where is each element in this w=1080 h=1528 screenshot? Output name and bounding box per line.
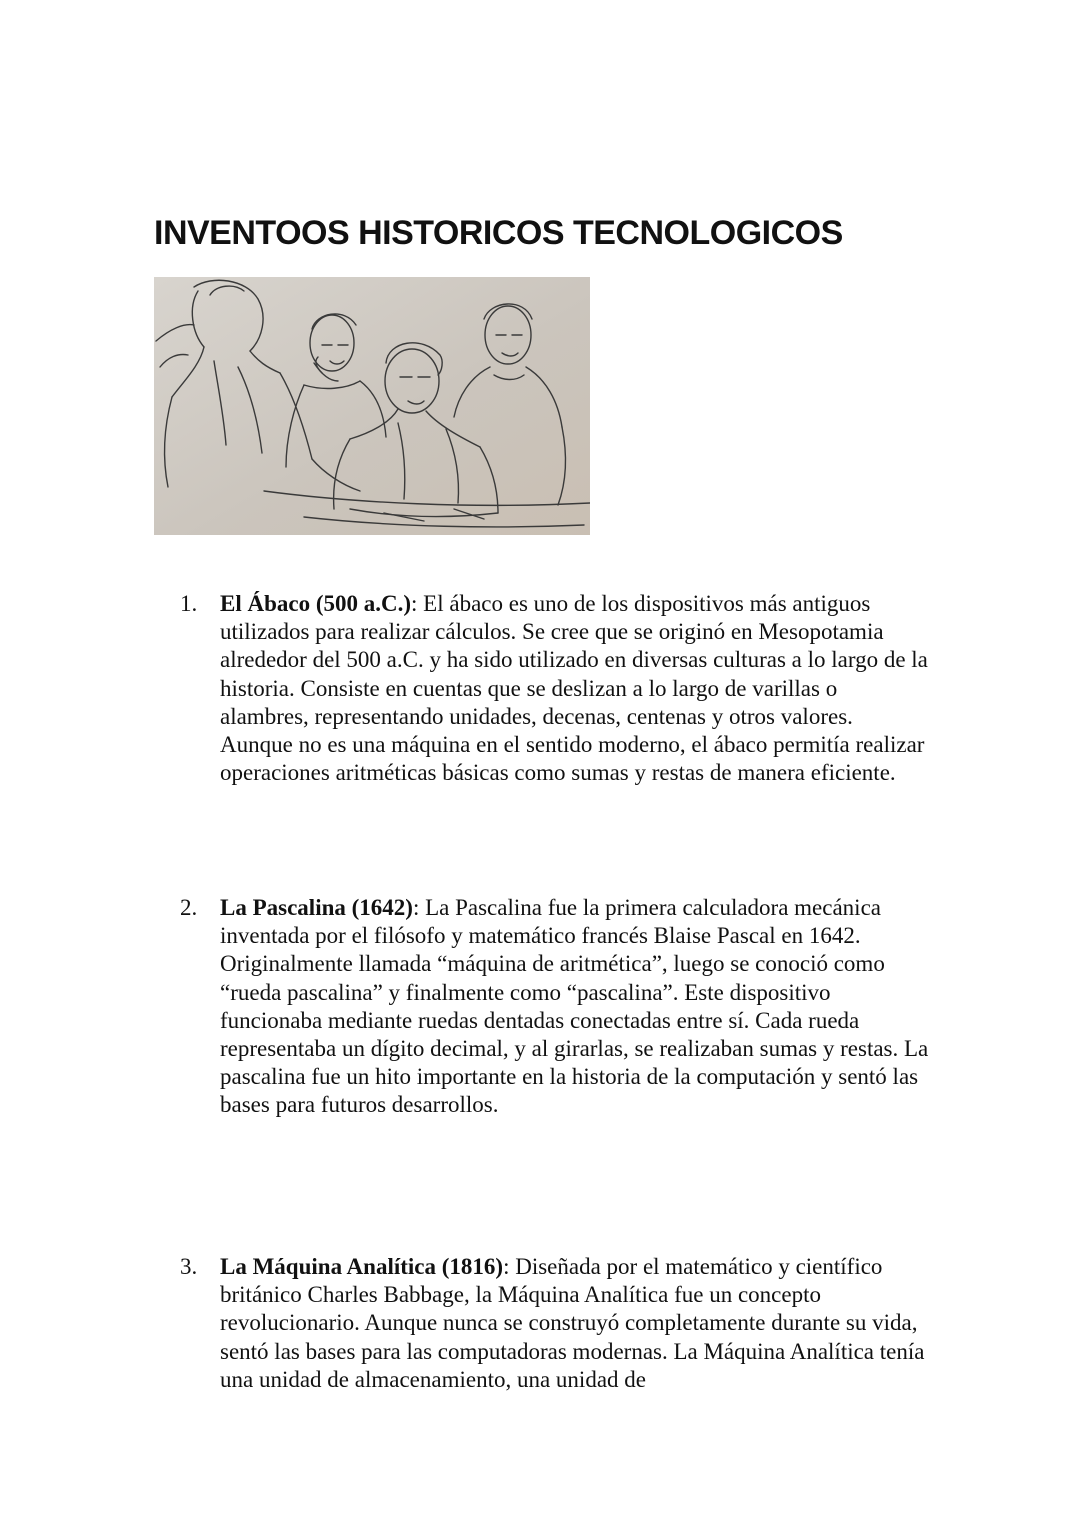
list-item-body [220,894,930,1120]
list-item-body [220,590,930,787]
list-item [180,590,930,787]
list-item-text: : La Pascalina fue la primera calculadora mecánica inventada por el filósofo y matemático francés Blaise Pascal en 1642. Originalmente llamada “máquina de aritmética”, luego se conoció como “rueda pascalina” y finalmente como “pascalina”. Este dispositivo funcionaba mediante ruedas dentadas conectadas entre sí. Cada rueda representaba un dígito decimal, y al girarlas, se realizaban sumas y restas. La pascalina fue un hito importante en la historia de la computación y sentó las bases para futuros desarrollos. [220,895,929,1118]
list-number: 2. [180,895,198,920]
list-number: 1. [180,591,198,616]
list-item-heading: La Pascalina (1642) [220,895,413,920]
list-item-body [220,1253,930,1394]
list-number: 3. [180,1254,198,1279]
list-item-heading: La Máquina Analítica (1816) [220,1254,504,1279]
page-title: INVENTOOS HISTORICOS TECNOLOGICOS [154,214,843,252]
list-item-text: : Diseñada por el matemático y científico británico Charles Babbage, la Máquina Analítica fue un concepto revolucionario. Aunque nunca se construyó completamente durante su vida, sentó las bases para las computadoras modernas. La Máquina Analítica tenía una unidad de almacenamiento, una unidad de [220,1254,925,1392]
list-item-text: : El ábaco es uno de los dispositivos más antiguos utilizados para realizar cálculos. Se cree que se originó en Mesopotamia alrededor del 500 a.C. y ha sido utilizado en diversas culturas a lo largo de la historia. Consiste en cuentas que se deslizan a lo largo de varillas o alambres, representando unidades, decenas, centenas y otros valores. Aunque no es una máquina en el sentido moderno, el ábaco permitía realizar operaciones aritméticas básicas como sumas y restas de manera eficiente. [220,591,928,786]
list-item-heading: El Ábaco (500 a.C.) [220,591,412,616]
list-item [180,894,930,1120]
list-item [180,1253,930,1394]
sketch-of-four-people-illustration [154,277,590,535]
